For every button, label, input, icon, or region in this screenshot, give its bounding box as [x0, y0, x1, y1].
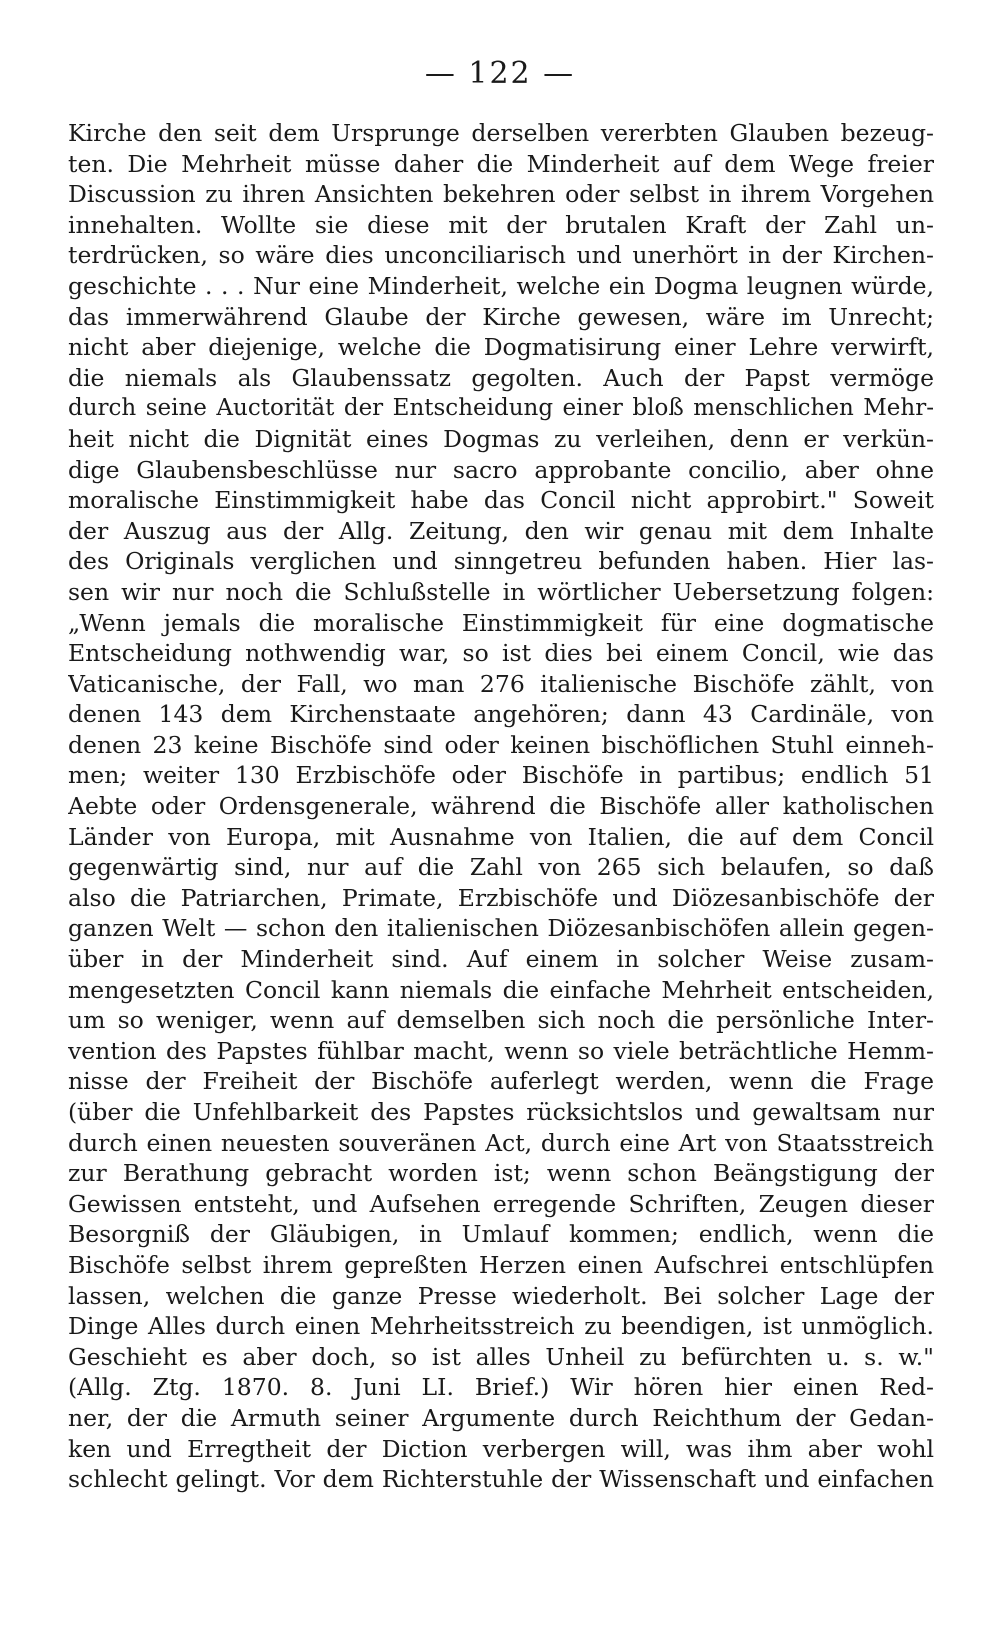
- text-line: ten. Die Mehrheit müsse daher die Minderheit auf dem Wege freier: [68, 149, 934, 178]
- text-line: Vaticanische, der Fall, wo man 276 italienische Bischöfe zählt, von: [68, 669, 934, 698]
- text-line: (über die Unfehlbarkeit des Papstes rücksichtslos und gewaltsam nur: [68, 1098, 934, 1126]
- text-line: Dinge Alles durch einen Mehrheitsstreich zu beendigen, ist unmöglich.: [68, 1312, 934, 1341]
- text-line: Aebte oder Ordensgenerale, während die Bischöfe aller katholischen: [68, 792, 934, 821]
- text-line: ner, der die Armuth seiner Argumente durch Reichthum der Gedan-: [68, 1403, 934, 1432]
- text-line: denen 143 dem Kirchenstaate angehören; dann 43 Cardinäle, von: [68, 700, 934, 729]
- text-line: men; weiter 130 Erzbischöfe oder Bischöfe in partibus; endlich 51: [68, 761, 934, 790]
- text-line: also die Patriarchen, Primate, Erzbischöfe und Diözesanbischöfe der: [68, 883, 934, 912]
- text-line: durch seine Auctorität der Entscheidung einer bloß menschlichen Mehr-: [68, 395, 934, 422]
- body-text: [68, 118, 934, 1495]
- text-line: Bischöfe selbst ihrem gepreßten Herzen einen Aufschrei entschlüpfen: [68, 1250, 934, 1279]
- text-line: Discussion zu ihren Ansichten bekehren oder selbst in ihrem Vorgehen: [68, 180, 934, 209]
- text-line: lassen, welchen die ganze Presse wiederholt. Bei solcher Lage der: [68, 1281, 934, 1310]
- text-line: Besorgniß der Gläubigen, in Umlauf kommen; endlich, wenn die: [68, 1220, 934, 1249]
- text-line: (Allg. Ztg. 1870. 8. Juni LI. Brief.) Wir hören hier einen Red-: [68, 1373, 934, 1402]
- text-line: nicht aber diejenige, welche die Dogmatisirung einer Lehre verwirft,: [68, 333, 934, 362]
- text-line: die niemals als Glaubenssatz gegolten. Auch der Papst vermöge: [68, 363, 934, 392]
- text-line: moralische Einstimmigkeit habe das Concil nicht approbirt." Soweit: [68, 486, 934, 515]
- text-line: sen wir nur noch die Schlußstelle in wörtlicher Uebersetzung folgen:: [68, 577, 934, 606]
- text-line: das immerwährend Glaube der Kirche gewesen, wäre im Unrecht;: [68, 302, 934, 331]
- text-line: innehalten. Wollte sie diese mit der brutalen Kraft der Zahl un-: [68, 210, 934, 239]
- text-line: des Originals verglichen und sinngetreu befunden haben. Hier las-: [68, 547, 934, 576]
- text-line: der Auszug aus der Allg. Zeitung, den wir genau mit dem Inhalte: [68, 516, 934, 545]
- text-line: terdrücken, so wäre dies unconciliarisch und unerhört in der Kirchen-: [68, 241, 934, 270]
- text-line: Entscheidung nothwendig war, so ist dies bei einem Concil, wie das: [68, 639, 934, 668]
- text-line: Gewissen entsteht, und Aufsehen erregende Schriften, Zeugen dieser: [68, 1189, 934, 1218]
- text-line: gegenwärtig sind, nur auf die Zahl von 265 sich belaufen, so daß: [68, 853, 934, 882]
- text-line: über in der Minderheit sind. Auf einem in solcher Weise zusam-: [68, 945, 934, 974]
- text-line: mengesetzten Concil kann niemals die einfache Mehrheit entscheiden,: [68, 975, 934, 1004]
- text-line: ken und Erregtheit der Diction verbergen will, was ihm aber wohl: [68, 1434, 934, 1463]
- text-line: „Wenn jemals die moralische Einstimmigkeit für eine dogmatische: [68, 608, 934, 637]
- text-line: Geschieht es aber doch, so ist alles Unheil zu befürchten u. s. w.": [68, 1342, 934, 1371]
- text-line: heit nicht die Dignität eines Dogmas zu verleihen, denn er verkün-: [68, 424, 934, 453]
- text-line: ganzen Welt — schon den italienischen Diözesanbischöfen allein gegen-: [68, 914, 934, 943]
- text-line: Kirche den seit dem Ursprunge derselben vererbten Glauben bezeug-: [68, 119, 934, 147]
- text-line: durch einen neuesten souveränen Act, durch eine Art von Staatsstreich: [68, 1128, 934, 1157]
- text-line: denen 23 keine Bischöfe sind oder keinen bischöflichen Stuhl einneh-: [68, 730, 934, 759]
- text-line: nisse der Freiheit der Bischöfe auferlegt werden, wenn die Frage: [68, 1067, 934, 1096]
- text-line: geschichte . . . Nur eine Minderheit, welche ein Dogma leugnen würde,: [68, 271, 934, 300]
- text-line: Länder von Europa, mit Ausnahme von Italien, die auf dem Concil: [68, 822, 934, 851]
- text-line: schlecht gelingt. Vor dem Richterstuhle der Wissenschaft und einfachen: [68, 1465, 934, 1494]
- text-line: vention des Papstes fühlbar macht, wenn so viele beträchtliche Hemm-: [68, 1036, 934, 1065]
- text-line: zur Berathung gebracht worden ist; wenn schon Beängstigung der: [68, 1159, 934, 1188]
- page-number: — 122 —: [424, 56, 576, 91]
- text-line: um so weniger, wenn auf demselben sich noch die persönliche Inter-: [68, 1006, 934, 1035]
- text-line: dige Glaubensbeschlüsse nur sacro approbante concilio, aber ohne: [68, 455, 934, 484]
